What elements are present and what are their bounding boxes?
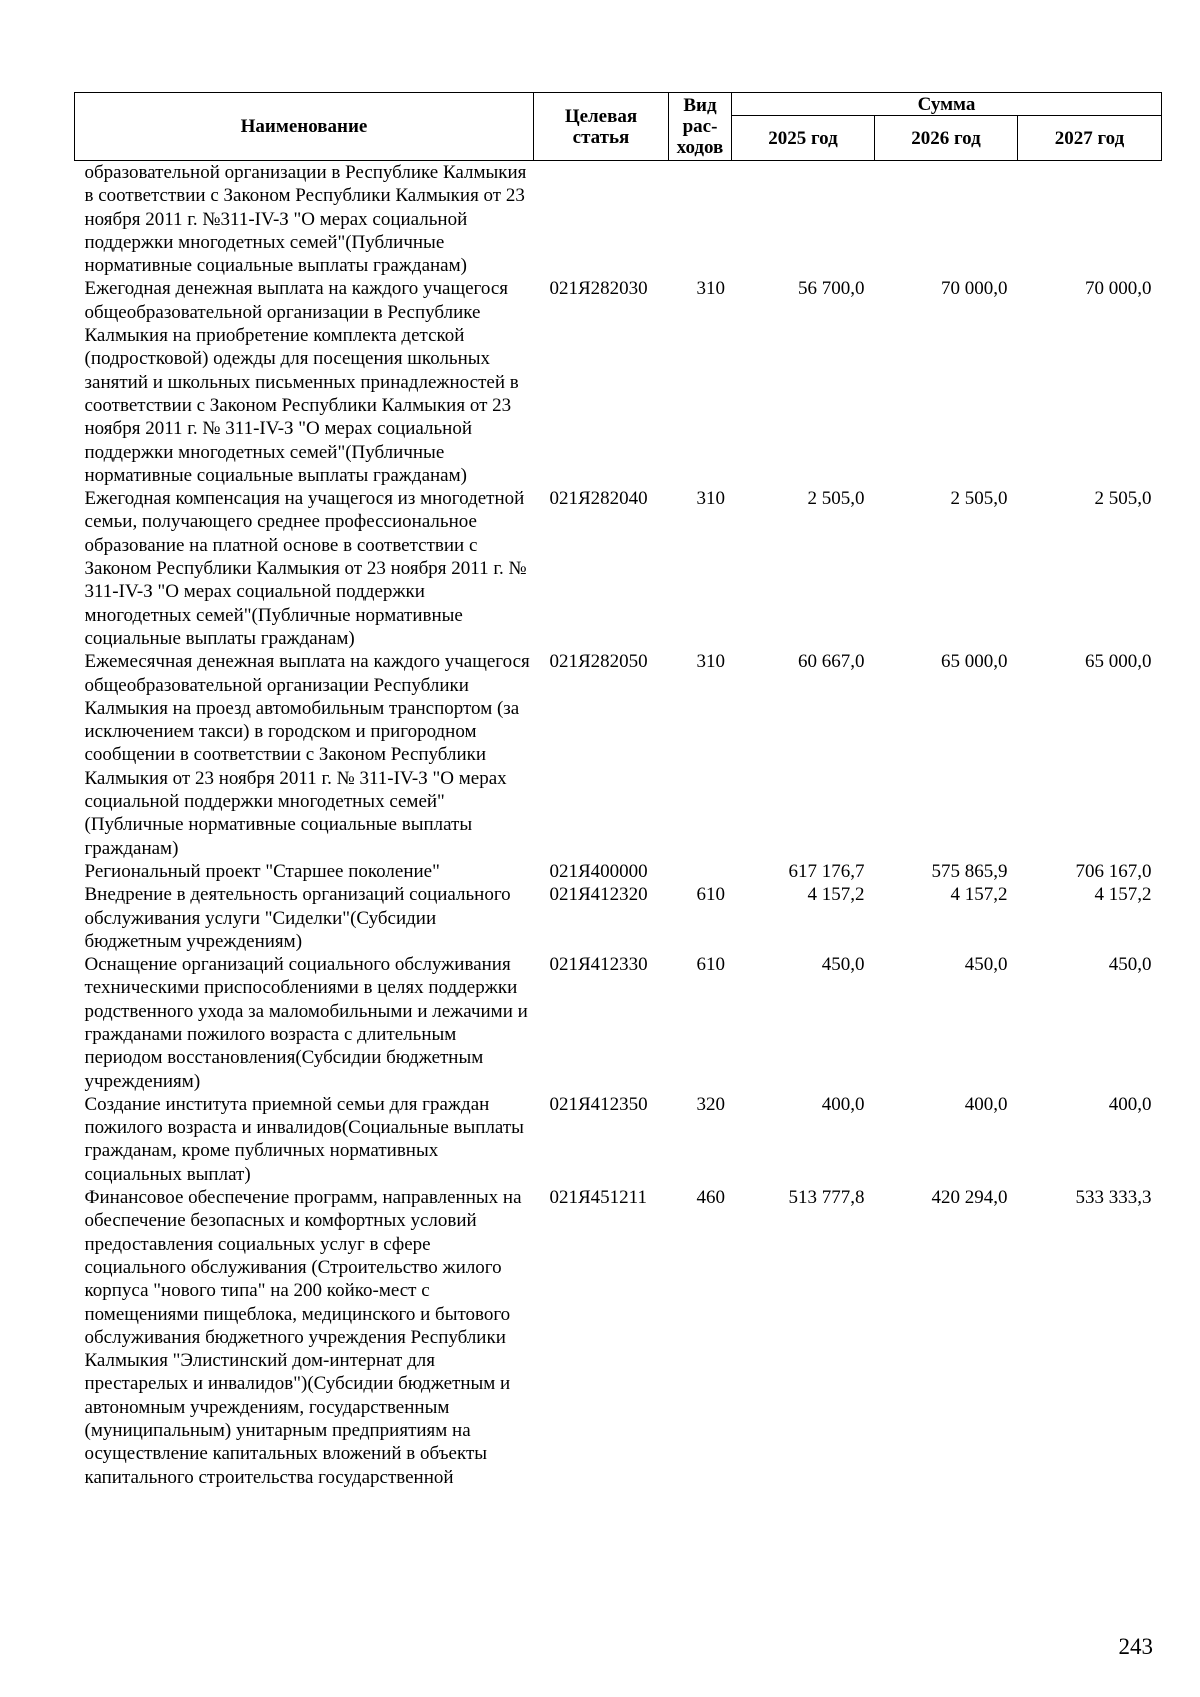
row-sum-2026: 420 294,0 <box>931 1187 1008 1209</box>
row-code: 021Я412320 <box>549 884 648 906</box>
row-kind: 460 <box>696 1187 725 1209</box>
page-number: 243 <box>1118 1634 1153 1659</box>
table-row <box>75 161 1162 278</box>
row-sum-2025: 2 505,0 <box>807 488 865 510</box>
header-sum: Сумма <box>732 93 1162 116</box>
table-row <box>75 1186 1162 1489</box>
row-kind: 320 <box>696 1093 725 1115</box>
row-kind <box>669 860 732 883</box>
row-name: Региональный проект "Старшее поколение" <box>84 860 440 882</box>
table-header <box>75 93 1162 161</box>
header-year-2027: 2027 год <box>1018 116 1162 161</box>
table-row <box>75 883 1162 953</box>
row-kind: 310 <box>696 651 725 673</box>
row-sum-2027: 706 167,0 <box>1075 860 1152 882</box>
header-kind: Вид рас-ходов <box>669 93 732 161</box>
row-sum-2027: 65 000,0 <box>1085 651 1152 673</box>
row-sum-2025: 617 176,7 <box>788 860 865 882</box>
header-year-2025: 2025 год <box>732 116 875 161</box>
row-sum-2025: 4 157,2 <box>807 884 865 906</box>
row-code <box>534 161 669 278</box>
row-sum-2027: 4 157,2 <box>1094 884 1152 906</box>
table-row <box>75 953 1162 1093</box>
row-kind <box>669 161 732 278</box>
row-sum-2027: 400,0 <box>1108 1093 1152 1115</box>
row-code: 021Я282050 <box>549 651 648 673</box>
row-sum-2026: 2 505,0 <box>950 488 1008 510</box>
row-code: 021Я282040 <box>549 488 648 510</box>
row-sum-2027 <box>1018 161 1162 278</box>
row-name: Ежегодная компенсация на учащегося из многодетной семьи, получающего среднее профессиональное образование на платной основе в соответствии с Законом Республики Калмыкия от 23 ноября 2011 г. № 311-IV-З "О мерах социальной поддержки многодетных семей"(Публичные нормативные социальные выплаты гражданам) <box>84 488 527 649</box>
row-code: 021Я451211 <box>549 1187 647 1209</box>
row-sum-2026: 400,0 <box>964 1093 1008 1115</box>
row-code: 021Я282030 <box>549 278 648 300</box>
row-kind: 610 <box>696 954 725 976</box>
row-sum-2026 <box>875 161 1018 278</box>
row-sum-2025: 56 700,0 <box>798 278 865 300</box>
row-sum-2025: 400,0 <box>821 1093 865 1115</box>
header-name: Наименование <box>75 93 534 161</box>
table-row <box>75 650 1162 860</box>
table-body <box>75 161 1162 1489</box>
row-sum-2027: 450,0 <box>1108 954 1152 976</box>
row-kind: 310 <box>696 488 725 510</box>
row-sum-2026: 65 000,0 <box>941 651 1008 673</box>
row-sum-2025: 450,0 <box>821 954 865 976</box>
row-sum-2026: 575 865,9 <box>931 860 1008 882</box>
row-code: 021Я400000 <box>549 860 648 882</box>
row-name: Оснащение организаций социального обслуживания техническими приспособлениями в целях поддержки родственного ухода за маломобильными и лежачими и гражданами пожилого возраста с длительным периодом восстановления(Субсидии бюджетным учреждениям) <box>84 954 528 1092</box>
budget-table <box>74 92 1162 1489</box>
row-sum-2025 <box>732 161 875 278</box>
row-name: Создание института приемной семьи для граждан пожилого возраста и инвалидов(Социальные выплаты гражданам, кроме публичных нормативных социальных выплат) <box>84 1093 524 1185</box>
header-code: Целевая статья <box>534 93 669 161</box>
row-name: образовательной организации в Республике Калмыкия в соответствии с Законом Республики Калмыкия от 23 ноября 2011 г. №311-IV-З "О мерах социальной поддержки многодетных семей"(Публичные нормативные социальные выплаты гражданам) <box>84 162 527 277</box>
row-name: Финансовое обеспечение программ, направленных на обеспечение безопасных и комфортных условий предоставления социальных услуг в сфере социального обслуживания (Строительство жилого корпуса "нового типа" на 200 койко-мест с помещениями пищеблока, медицинского и бытового обслуживания бюджетного учреждения Республики Калмыкия "Элистинский дом-интернат для престарелых и инвалидов")(Субсидии бюджетным и автономным учреждениям, государственным (муниципальным) унитарным предприятиям на осуществление капитальных вложений в объекты капитального строительства государственной <box>84 1187 522 1488</box>
row-sum-2026: 4 157,2 <box>950 884 1008 906</box>
table-row <box>75 1093 1162 1186</box>
row-sum-2025: 60 667,0 <box>798 651 865 673</box>
row-name: Внедрение в деятельность организаций социального обслуживания услуги "Сиделки"(Субсидии бюджетным учреждениям) <box>84 884 511 952</box>
row-name: Ежемесячная денежная выплата на каждого учащегося общеобразовательной организации Республики Калмыкия на проезд автомобильным транспортом (за исключением такси) в городском и пригородном сообщении в соответствии с Законом Республики Калмыкия от 23 ноября 2011 г. № 311-IV-З "О мерах социальной поддержки многодетных семей"(Публичные нормативные социальные выплаты гражданам) <box>84 651 530 859</box>
row-sum-2025: 513 777,8 <box>788 1187 865 1209</box>
row-sum-2026: 70 000,0 <box>941 278 1008 300</box>
row-kind: 310 <box>696 278 725 300</box>
row-code: 021Я412330 <box>549 954 648 976</box>
row-kind: 610 <box>696 884 725 906</box>
row-sum-2027: 70 000,0 <box>1085 278 1152 300</box>
row-name: Ежегодная денежная выплата на каждого учащегося общеобразовательной организации в Республике Калмыкия на приобретение комплекта детской (подростковой) одежды для посещения школьных занятий и школьных письменных принадлежностей в соответствии с Законом Республики Калмыкия от 23 ноября 2011 г. № 311-IV-З "О мерах социальной поддержки многодетных семей"(Публичные нормативные социальные выплаты гражданам) <box>84 278 519 486</box>
row-sum-2027: 2 505,0 <box>1094 488 1152 510</box>
row-sum-2027: 533 333,3 <box>1075 1187 1152 1209</box>
table-row <box>75 487 1162 650</box>
table-row <box>75 277 1162 487</box>
table-row <box>75 860 1162 883</box>
header-year-2026: 2026 год <box>875 116 1018 161</box>
row-sum-2026: 450,0 <box>964 954 1008 976</box>
row-code: 021Я412350 <box>549 1093 648 1115</box>
